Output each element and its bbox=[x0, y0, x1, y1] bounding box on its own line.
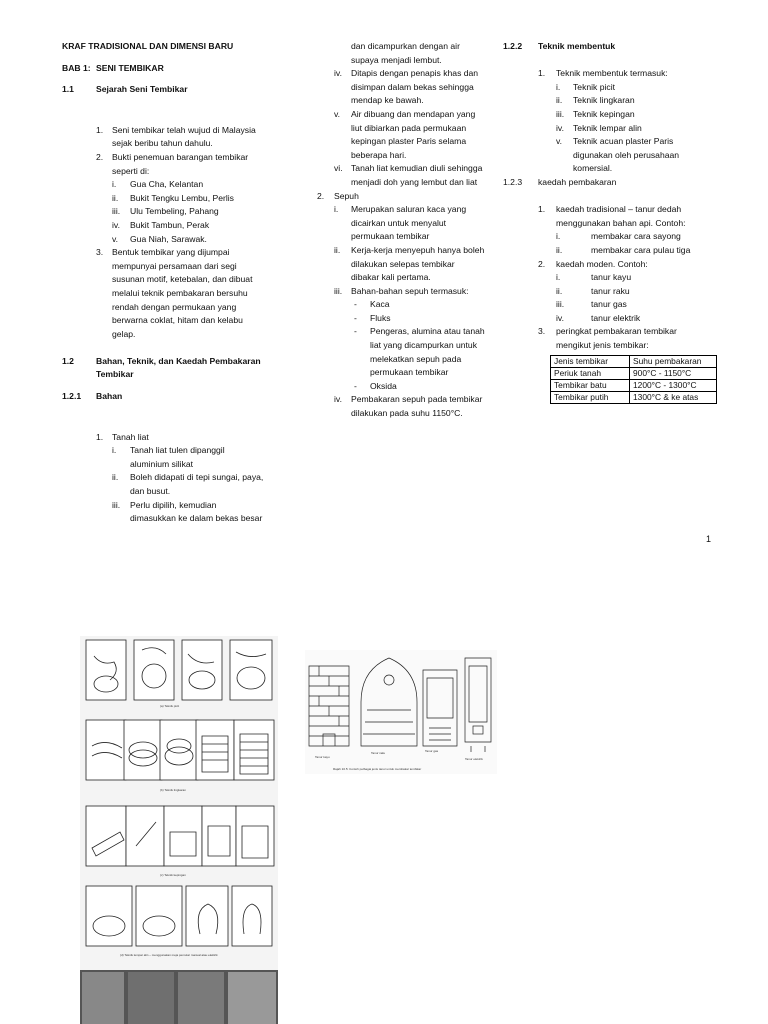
list-item: - Fluks bbox=[354, 312, 391, 323]
list-item: - Kaca bbox=[354, 299, 390, 310]
column-3 bbox=[503, 40, 723, 404]
column-1: KRAF TRADISIONAL DAN DIMENSI BARU BAB 1: SENI TEMBIKAR 1.1 Sejarah Seni Tembikar 1. Seni tembikar telah wujud di Malaysia sejak beribu tahun dahulu. 2. Bukti penemuan barangan tembikar seperti di: i. Gua Cha, Kelantan ii. Bukit Tengku Lembu, Perlis iii. Ulu Tembeling, Pahang iv. Bukit Tambun, Perak v. Gua Niah, Sarawak. 3. Bentuk tembikar yang dijumpai mempunyai persamaan dari segi susunan motif, ketebalan, dan dibuat melalui teknik pembakaran bersuhu rendah dengan permukaan yang berwarna coklat, hitam dan kelabu gelap. 1.2 Bahan, Teknik, dan Kaedah Pembakaran Tembikar 1.2.1 Bahan 1. Tanah liat i. Tanah liat tulen dipanggil aluminium silikat ii. Boleh didapati di tepi sungai, paya, dan busut. iii. Perlu dipilih, kemudian dimasukkan ke dalam bekas besar bbox=[62, 40, 284, 526]
list-item: 1. Tanah liat i. Tanah liat tulen dipanggil aluminium silikat ii. Boleh didapati di tepi sungai, paya, dan busut. iii. Perlu dipilih, kemudian dimasukkan ke dalam bekas besar bbox=[96, 431, 264, 524]
list-item: - Oksida bbox=[354, 380, 397, 391]
list-item: i. Merupakan saluran kaca yang dicairkan untuk menyalut permukaan tembikar bbox=[334, 204, 467, 242]
figure-caption: Rajah 10.5: Contoh pelbagai jenis tanur untuk membakar tembikar bbox=[333, 767, 422, 771]
caption-teknik-lempar-alin: (d) Teknik lempar alin – menggunakan meja pemutar manual atau elektrik bbox=[120, 953, 218, 957]
list-item: iii. tanur gas bbox=[556, 299, 627, 310]
caption-teknik-lingkaran: (b) Teknik lingkaran bbox=[160, 788, 186, 792]
table-header-cell: Suhu pembakaran bbox=[630, 355, 717, 367]
list-item: 2. Sepuh bbox=[317, 190, 359, 201]
list-item: ii. Kerja-kerja menyepuh hanya boleh dilakukan selepas tembikar dibakar kali pertama. bbox=[334, 244, 485, 283]
list-item: 2. kaedah moden. Contoh: bbox=[538, 258, 648, 269]
table-row bbox=[551, 391, 717, 403]
list-item: iii. Teknik kepingan bbox=[556, 108, 635, 119]
chapter-heading: BAB 1: SENI TEMBIKAR bbox=[62, 62, 164, 73]
list-item: i. tanur kayu bbox=[556, 272, 632, 283]
list-item: 1. Seni tembikar telah wujud di Malaysia sejak beribu tahun dahulu. bbox=[96, 124, 256, 149]
list-item: v. Teknik acuan plaster Paris digunakan oleh perusahaan komersial. bbox=[556, 136, 680, 174]
table-cell: 1300°C & ke atas bbox=[630, 391, 717, 403]
list-item: 2. Bukti penemuan barangan tembikar seperti di: bbox=[96, 151, 249, 176]
table-row bbox=[551, 367, 717, 379]
list-item: iv. tanur elektrik bbox=[556, 312, 641, 323]
section-heading-1-2-2: 1.2.2 Teknik membentuk bbox=[503, 41, 616, 51]
site-list: i. Gua Cha, Kelantan ii. Bukit Tengku Lembu, Perlis iii. Ulu Tembeling, Pahang iv. Bukit Tambun, Perak v. Gua Niah, Sarawak. bbox=[112, 179, 234, 244]
section-heading-1-2: 1.2 Bahan, Teknik, dan Kaedah Pembakaran bbox=[62, 355, 261, 366]
section-heading-1-2-1: 1.2.1 Bahan bbox=[62, 391, 123, 402]
table-header-row bbox=[551, 355, 717, 367]
page-number: 1 bbox=[706, 534, 712, 544]
list-item: iv. Teknik lempar alin bbox=[556, 122, 642, 133]
kiln-temperature-table bbox=[550, 355, 717, 404]
document-title: KRAF TRADISIONAL DAN DIMENSI BARU bbox=[62, 41, 234, 51]
table-cell: Tembikar putih bbox=[551, 391, 630, 403]
pottery-techniques-figure bbox=[80, 636, 278, 1024]
list-item: 3. peringkat pembakaran tembikar mengikut jenis tembikar: bbox=[538, 326, 677, 351]
list-item: vi. Tanah liat kemudian diuli sehingga menjadi doh yang lembut dan liat bbox=[334, 163, 483, 187]
table-cell: Periuk tanah bbox=[551, 367, 630, 379]
list-item: - Pengeras, alumina atau tanah liat yang dicampurkan untuk melekatkan sepuh pada permukaan tembikar bbox=[354, 326, 485, 378]
list-item: ii. Teknik lingkaran bbox=[556, 95, 635, 106]
list-item: iv. Ditapis dengan penapis khas dan disimpan dalam bekas sehingga mendap ke bawah. bbox=[334, 68, 479, 106]
label-tanur-raku: Tanur raku bbox=[371, 751, 386, 755]
caption-teknik-picit: (a) Teknik picit bbox=[160, 704, 180, 708]
table-header-cell: Jenis tembikar bbox=[551, 355, 630, 367]
list-item: 1. Teknik membentuk termasuk: bbox=[538, 68, 668, 79]
list-item: i. Teknik picit bbox=[556, 81, 616, 92]
label-tanur-gas: Tanur gas bbox=[425, 749, 439, 753]
kiln-types-figure bbox=[305, 650, 497, 774]
table-row bbox=[551, 379, 717, 391]
list-item: 3. Bentuk tembikar yang dijumpai mempunyai persamaan dari segi susunan motif, ketebalan, dan dibuat melalui teknik pembakaran bersuhu rendah dengan permukaan yang berwarna coklat, hitam dan kelabu gelap. bbox=[96, 247, 253, 339]
list-item: ii. tanur raku bbox=[556, 285, 630, 296]
list-item: ii. membakar cara pulau tiga bbox=[556, 244, 691, 255]
label-tanur-kayu: Tanur kayu bbox=[315, 755, 330, 759]
section-heading-1-2-3: 1.2.3 kaedah pembakaran bbox=[503, 176, 617, 187]
list-item: v. Air dibuang dan mendapan yang liut dibiarkan pada permukaan kepingan plaster Paris selama beberapa hari. bbox=[334, 108, 476, 160]
label-tanur-elektrik: Tanur elektrik bbox=[465, 757, 483, 761]
list-item: 1. kaedah tradisional – tanur dedah menggunakan bahan api. Contoh: bbox=[538, 204, 686, 228]
table-cell: 1200°C - 1300°C bbox=[630, 379, 717, 391]
section-heading-1-1: 1.1 Sejarah Seni Tembikar bbox=[62, 84, 188, 95]
column-2: dan dicampurkan dengan air supaya menjadi lembut. iv. Ditapis dengan penapis khas dan disimpan dalam bekas sehingga mendap ke bawah. v. Air dibuang dan mendapan yang liut dibiarkan pada permukaan kepingan plaster Paris selama beberapa hari. vi. Tanah liat kemudian diuli sehingga menjadi doh yang lembut dan liat 2. Sepuh i. Merupakan saluran kaca yang dicairkan untuk menyalut permukaan tembikar ii. Kerja-kerja menyepuh hanya boleh dilakukan selepas tembikar dibakar kali pertama. iii. Bahan-bahan sepuh termasuk: - Kaca - Fluks - Pengeras, alumina atau tanah liat yang dicampurkan untuk melekatkan sepuh pada permukaan tembikar - Oksida iv. Pembakaran sepuh pada tembikar dilakukan pada suhu 1150°C. bbox=[314, 40, 494, 421]
list-item: iv. Pembakaran sepuh pada tembikar dilakukan pada suhu 1150°C. bbox=[334, 394, 483, 419]
table-cell: 900°C - 1150°C bbox=[630, 367, 717, 379]
table-cell: Tembikar batu bbox=[551, 379, 630, 391]
caption-teknik-kepingan: (c) Teknik kepingan bbox=[160, 873, 186, 877]
list-item: iii. Bahan-bahan sepuh termasuk: bbox=[334, 285, 469, 296]
list-item: i. membakar cara sayong bbox=[556, 231, 681, 242]
